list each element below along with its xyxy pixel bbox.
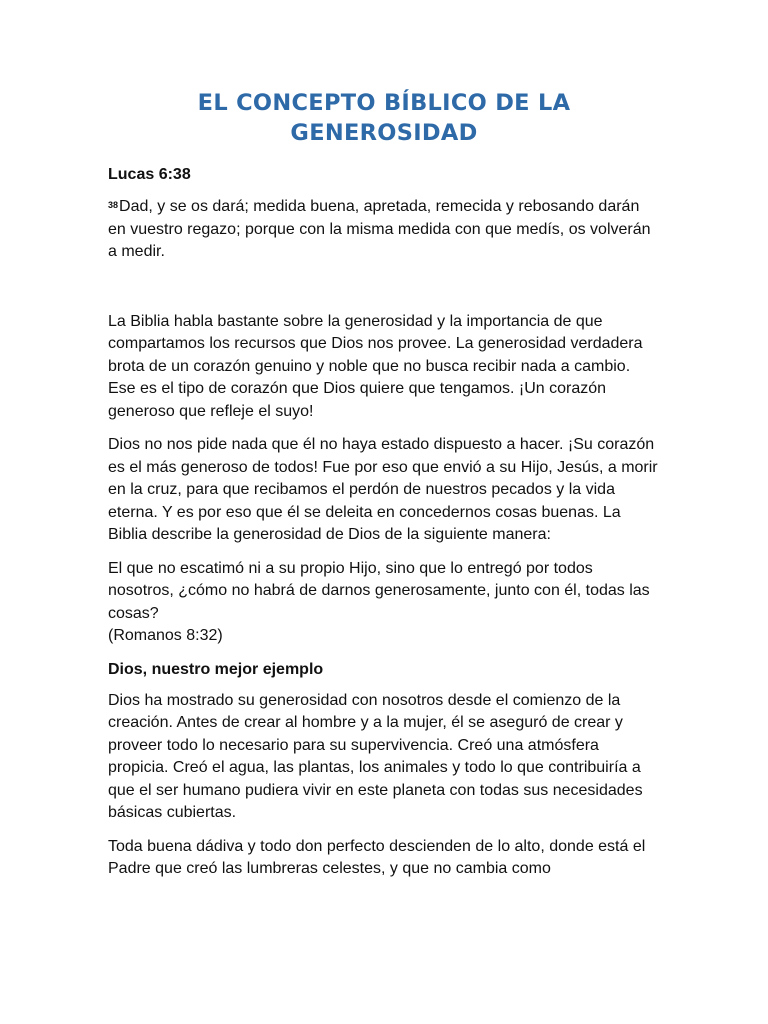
- verse-number: 38: [108, 200, 119, 210]
- intro-paragraph-2: Dios no nos pide nada que él no haya estado dispuesto a hacer. ¡Su corazón es el más generoso de todos! Fue por eso que envió a su Hijo, Jesús, a morir en la cruz, para que recibamos el perdón de nuestros pecados y la vida eterna. Y es por eso que él se deleita en concedernos cosas buenas. La Biblia describe la generosidad de Dios de la siguiente manera:: [108, 436, 658, 543]
- title-line-1: EL CONCEPTO BÍBLICO DE LA: [197, 90, 571, 116]
- section-heading: Dios, nuestro mejor ejemplo: [108, 660, 324, 678]
- document-title: [108, 88, 660, 148]
- quote-block: [108, 558, 660, 648]
- scripture-reference: Lucas 6:38: [108, 166, 191, 183]
- quote-citation: (Romanos 8:32): [108, 627, 223, 644]
- title-line-2: GENEROSIDAD: [290, 120, 478, 146]
- intro-paragraph-1: La Biblia habla bastante sobre la generosidad y la importancia de que compartamos los recursos que Dios nos provee. La generosidad verdadera brota de un corazón genuino y noble que no busca recibir nada a cambio. Ese es el tipo de corazón que Dios quiere que tengamos. ¡Un corazón generoso que refleje el suyo!: [108, 312, 643, 420]
- quote-text: El que no escatimó ni a su propio Hijo, sino que lo entregó por todos nosotros, ¿cómo no habrá de darnos generosamente, junto con él, todas las cosas?: [108, 559, 650, 622]
- section-paragraph-2: Toda buena dádiva y todo don perfecto descienden de lo alto, donde está el Padre que creó las lumbreras celestes, y que no cambia como: [108, 837, 646, 877]
- verse-paragraph: [108, 196, 660, 264]
- verse-text: Dad, y se os dará; medida buena, apretada, remecida y rebosando darán en vuestro regazo; porque con la misma medida con que medís, os volverán a medir.: [108, 198, 651, 260]
- spacer: [108, 275, 660, 311]
- section-paragraph-1: Dios ha mostrado su generosidad con nosotros desde el comienzo de la creación. Antes de crear al hombre y a la mujer, él se aseguró de crear y proveer todo lo necesario para su supervivencia. Creó una atmósfera propicia. Creó el agua, las plantas, los animales y todo lo que contribuiría a que el ser humano pudiera vivir en este planeta con todas sus necesidades básicas cubiertas.: [108, 691, 643, 821]
